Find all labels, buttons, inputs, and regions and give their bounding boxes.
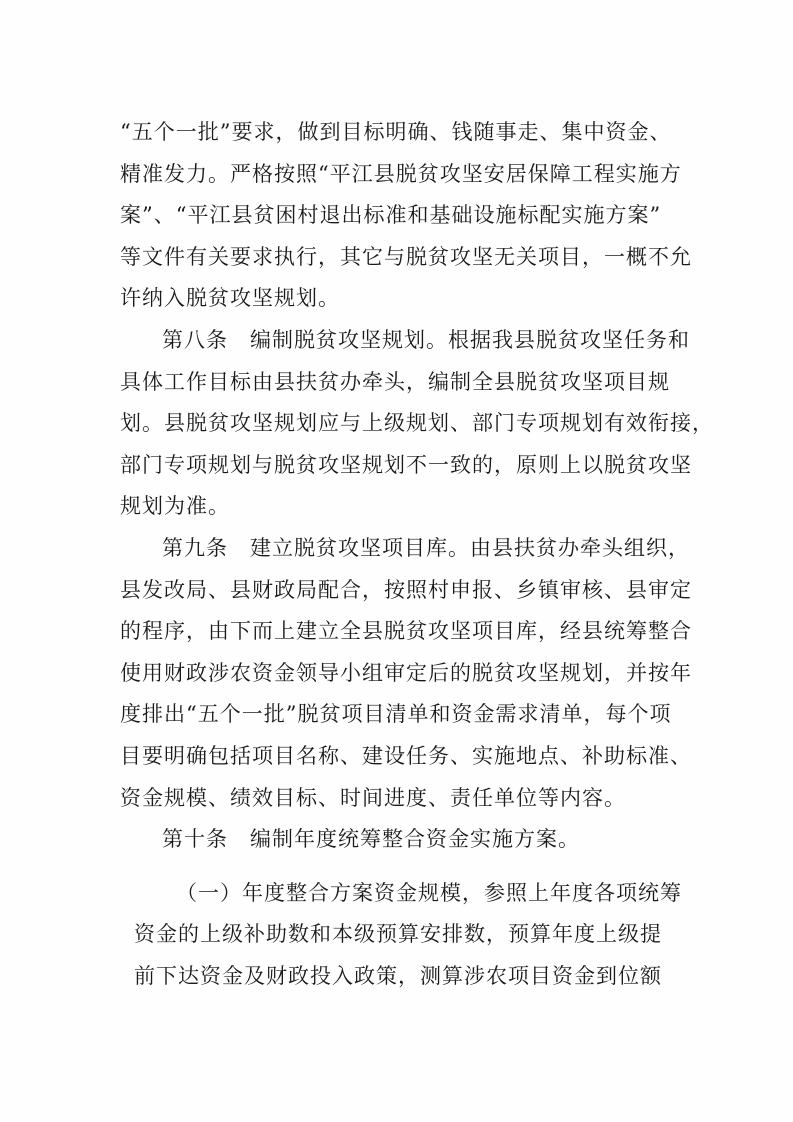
text-line: 目要明确包括项目名称、建设任务、实施地点、补助标准、 bbox=[120, 743, 692, 768]
text-line: 资金的上级补助数和本级预算安排数，预算年度上级提 bbox=[134, 922, 662, 947]
article-8-heading-line: 第八条 编制脱贫攻坚规划。根据我县脱贫攻坚任务和 bbox=[162, 327, 690, 352]
text-line: 使用财政涉农资金领导小组审定后的脱贫攻坚规划，并按年 bbox=[120, 660, 692, 685]
text-line: 资金规模、绩效目标、时间进度、责任单位等内容。 bbox=[120, 785, 626, 810]
article-10-heading-line: 第十条 编制年度统筹整合资金实施方案。 bbox=[162, 827, 580, 852]
text-line: 案”、“平江县贫困村退出标准和基础设施标配实施方案” bbox=[120, 203, 662, 228]
text-line: 规划为准。 bbox=[120, 494, 230, 519]
text-line: 许纳入脱贫攻坚规划。 bbox=[120, 286, 340, 311]
text-line: 部门专项规划与脱贫攻坚规划不一致的，原则上以脱贫攻坚 bbox=[120, 452, 692, 477]
text-line: 等文件有关要求执行，其它与脱贫攻坚无关项目，一概不允 bbox=[120, 244, 692, 269]
text-line: “五个一批”要求，做到目标明确、钱随事走、集中资金、 bbox=[120, 120, 672, 144]
text-line: 的程序，由下而上建立全县脱贫攻坚项目库，经县统筹整合 bbox=[120, 619, 692, 644]
text-line: 县发改局、县财政局配合，按照村申报、乡镇审核、县审定 bbox=[120, 577, 692, 602]
item-1-line: （一）年度整合方案资金规模，参照上年度各项统筹 bbox=[176, 880, 682, 905]
text-line: 具体工作目标由县扶贫办牵头，编制全县脱贫攻坚项目规 bbox=[120, 369, 670, 394]
article-9-heading-line: 第九条 建立脱贫攻坚项目库。由县扶贫办牵头组织， bbox=[162, 535, 690, 560]
text-line: 精准发力。严格按照“平江县脱贫攻坚安居保障工程实施方 bbox=[120, 161, 682, 186]
text-line: 前下达资金及财政投入政策，测算涉农项目资金到位额 bbox=[134, 963, 662, 988]
document-body bbox=[120, 112, 714, 997]
text-line: 度排出“五个一批”脱贫项目清单和资金需求清单，每个项 bbox=[120, 702, 672, 727]
text-line: 划。县脱贫攻坚规划应与上级规划、部门专项规划有效衔接， bbox=[120, 411, 714, 436]
